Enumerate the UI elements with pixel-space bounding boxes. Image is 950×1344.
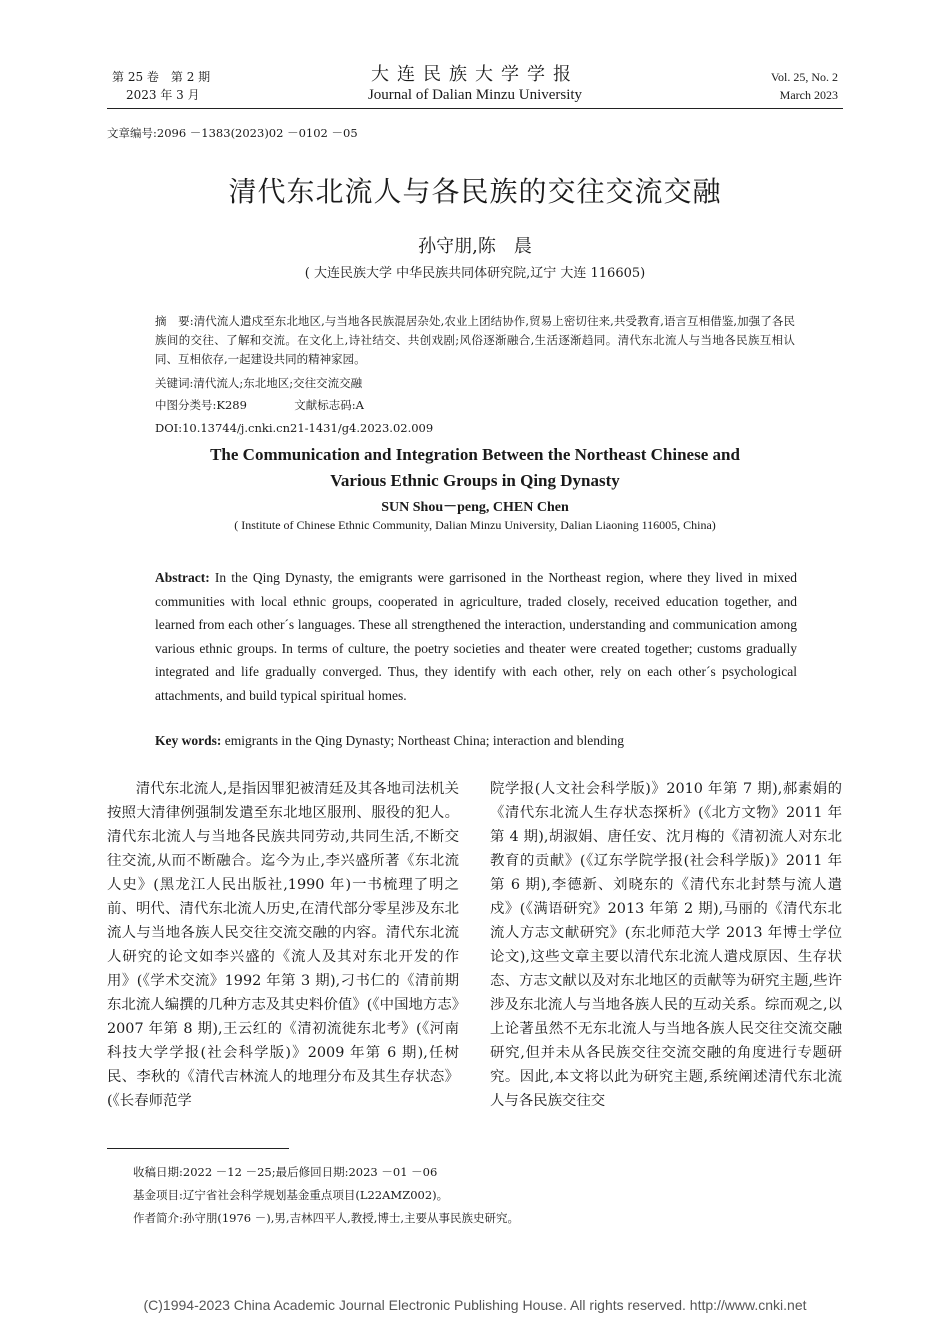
- header-vol-no: Vol. 25, No. 2: [770, 70, 838, 84]
- keywords-en-label: Key words:: [155, 733, 222, 748]
- copyright-notice: (C)1994-2023 China Academic Journal Electronic Publishing House. All rights reserved. http://www.cnki.net: [143, 1297, 807, 1313]
- paper-title-cn: 清代东北流人与各民族的交往交流交融: [228, 175, 722, 208]
- title-en-line2: Various Ethnic Groups in Qing Dynasty: [330, 471, 620, 490]
- abstract-cn: 摘 要:清代流人遣戍至东北地区,与当地各民族混居杂处,农业上团结协作,贸易上密切往来,共受教育,语言互相借鉴,加强了各民族间的交往、了解和交流。在文化上,诗社结交、共创戏剧;风俗逐渐融合,生活逐渐趋同。清代东北流人与当地各民族互相认同、互相依存,一起建设共同的精神家园。: [155, 314, 795, 366]
- document-code: 文献标志码:A: [294, 398, 364, 412]
- abstract-en: [155, 566, 797, 707]
- header-date-cn: 2023 年 3 月: [126, 88, 200, 102]
- footnote-rule: [107, 1148, 289, 1149]
- journal-name-en: Journal of Dalian Minzu University: [367, 87, 583, 103]
- body-column-right: [490, 777, 842, 1113]
- paper-title-en: [0, 442, 950, 494]
- header-rule: [107, 108, 843, 109]
- keywords-cn: 关键词:清代流人;东北地区;交往交流交融: [155, 376, 363, 390]
- article-number: 文章编号:2096 －1383(2023)02 －0102 －05: [107, 126, 358, 140]
- header-date-en: March 2023: [779, 88, 838, 102]
- affiliation-en: ( Institute of Chinese Ethnic Community, Dalian Minzu University, Dalian Liaoning 116005, China): [234, 518, 716, 532]
- doi: DOI:10.13744/j.cnki.cn21-1431/g4.2023.02.009: [155, 421, 434, 435]
- footnote-received: 收稿日期:2022 －12 －25;最后修回日期:2023 －01 －06: [133, 1165, 438, 1179]
- clc-number: 中图分类号:K289: [155, 398, 247, 412]
- affiliation-cn: ( 大连民族大学 中华民族共同体研究院,辽宁 大连 116605): [304, 266, 646, 281]
- header-volume-en: [771, 68, 838, 104]
- body-column-left: [107, 777, 459, 1113]
- authors-en: SUN Shou－peng, CHEN Chen: [381, 500, 569, 515]
- header-volume: 第 25 卷 第 2 期: [112, 70, 211, 84]
- footnote-author-bio: 作者简介:孙守朋(1976 －),男,吉林四平人,教授,博士,主要从事民族史研究。: [133, 1211, 520, 1225]
- classification-row: [155, 396, 364, 414]
- footnote-funding: 基金项目:辽宁省社会科学规划基金重点项目(L22AMZ002)。: [133, 1188, 449, 1202]
- authors-cn: 孙守朋,陈 晨: [418, 236, 532, 257]
- abstract-en-label: Abstract:: [155, 570, 210, 585]
- body-paragraph: 院学报(人文社会科学版)》2010 年第 7 期),郝素娟的《清代东北流人生存状态探析》(《北方文物》2011 年第 4 期),胡淑娟、唐任安、沈月梅的《清初流人对东北教育的贡献》(《辽东学院学报(社会科学版)》2011 年第 6 期),李德新、刘晓东的《清代东北封禁与流人遣戍》(《满语研究》2013 年第 2 期),马丽的《清代东北流人方志文献研究》(东北师范大学 2013 年博士学位论文),这些文章主要以清代东北流人遣戍原因、生存状态、方志文献以及对东北地区的贡献等为研究主题,些许涉及东北流人与当地各族人民的互动关系。综而观之,以上论著虽然不无东北流人与当地各族人民交往交流交融研究,但并未从各民族交往交流交融的角度进行专题研究。因此,本文将以此为研究主题,系统阐述清代东北流人与各民族交往交: [490, 781, 842, 1109]
- keywords-en-text: emigrants in the Qing Dynasty; Northeast China; interaction and blending: [221, 733, 625, 748]
- body-paragraph: 清代东北流人,是指因罪犯被清廷及其各地司法机关按照大清律例强制发遣至东北地区服刑、服役的犯人。清代东北流人与当地各民族共同劳动,共同生活,不断交往交流,从而不断融合。迄今为止,李兴盛所著《东北流人史》(黑龙江人民出版社,1990 年)一书梳理了明之前、明代、清代东北流人历史,在清代部分零星涉及东北流人与当地各族人民交往交流交融的内容。清代东北流人研究的论文如李兴盛的《流人及其对东北开发的作用》(《学术交流》1992 年第 3 期),刁书仁的《清前期东北流人编撰的几种方志及其史料价值》(《中国地方志》2007 年第 8 期),王云红的《清初流徙东北考》(《河南科技大学学报(社会科学版)》2009 年第 6 期),任树民、李秋的《清代吉林流人的地理分布及其生存状态》(《长春师范学: [107, 781, 459, 1109]
- journal-name-cn: 大连民族大学学报: [371, 64, 579, 85]
- abstract-en-text: In the Qing Dynasty, the emigrants were garrisoned in the Northeast region, where they lived in mixed communities with local ethnic groups, cooperated in agriculture, traded closely, received education together, and learned from each other´s languages. These all strengthened the interaction, understanding and communication among various ethnic groups. In terms of culture, the poetry societies and theater were created together; customs gradually integrated and life gradually converged. Thus, they identify with each other, rely on each other´s psychological attachments, and build typical spiritual homes.: [155, 570, 797, 703]
- title-en-line1: The Communication and Integration Between the Northeast Chinese and: [210, 445, 740, 464]
- keywords-en: [155, 733, 624, 749]
